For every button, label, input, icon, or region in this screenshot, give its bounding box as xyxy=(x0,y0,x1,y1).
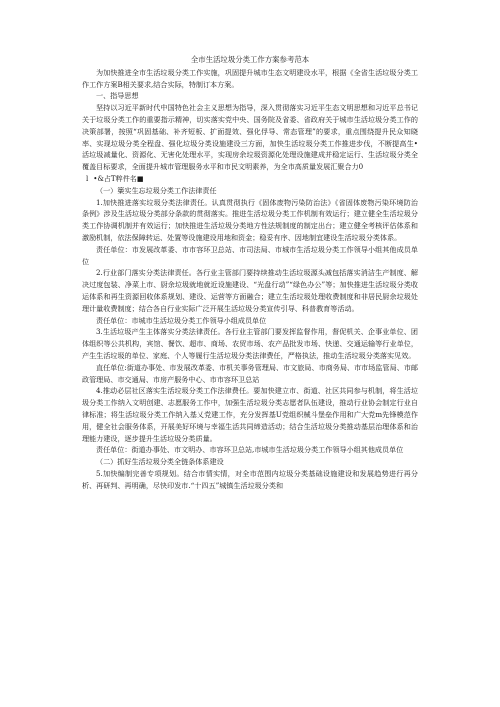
garbled-mark: l xyxy=(86,173,89,183)
paragraph-item-2: 2.行业部门落实分类法律责任。各行业主管部门要持续推动生活垃圾源头减包括落实消洁生产制度、解决过度包装、净菜上市、厨余垃圾就地就近设施建设、“光盘行动”“绿色办公”等；加快推进生活垃圾分类收运体系和再生资源回收体系规划、建设、运营等方面融合；建立生活垃圾处理收费制度和非居民厨余垃圾处理计量收费制度；结合各自行业实际广泛开展生活垃圾分类宣传引导、科普教育等活动。 xyxy=(82,268,418,313)
paragraph-item-1: 1.加快推进落实垃圾分类法律责任。认真贯彻执行《固体废物污染防治法》《省固体废物污染环境防治条例》涉及生活垃圾分类部分条款的贯彻落实。推进生活垃圾分类工作机制有效运行；建立健全生活垃圾分类工作协调机制并有效运行；加快推进生活垃圾分类地方性法规制度的制定出台；建立健全考核评估体系和激励机制，依法保障转运、处置等设施建设用地和资金；稳妥有序、因地制宜建设生活垃圾分类体系。 xyxy=(82,197,418,242)
responsibility-line-4: 责任单位：街道办事处、市文明办、市容环卫总站,市城市生活垃圾分类工作领导小组其他成员单位 xyxy=(96,445,404,455)
subsection-heading-system-building: （二）抓好生活垃圾分类全链条体系建设 xyxy=(96,457,224,467)
responsibility-line-1: 责任单位：市发展改革委、市市容环卫总站、市司法局、市城市生活垃圾分类工作领导小组其他成员单位 xyxy=(82,244,418,266)
section-heading-guiding-ideology: 一、指导思想 xyxy=(96,91,139,101)
responsibility-line-3: 直任单位:街道办事处、市发展改革委、市机关事务管理局、市文旅局、市商务局、市市场监管局、市邮政管理局、市交通局、市房产服务中心、市市容环卫总站 xyxy=(82,362,418,384)
intro-paragraph: 为加快推进全市生活垃圾分类工作实施，巩固提升城市生态文明建设水平，根据《全省生活垃圾分类工作工作方案B相关要求,结合实际，特制订本方案。 xyxy=(82,67,418,89)
garbled-heading-line xyxy=(82,173,418,185)
paragraph-item-5: 5.加快编制完善专项规划。结合市情实情，对全市范围内垃圾分类基础设施建设和发展趋势进行再分析、再研判、再明确，尽快印发市.“十四五”城镇生活垃圾分类和 xyxy=(82,468,418,490)
subsection-heading-legal-responsibility: （一）篥实生忘垃圾分类工作法律责任 xyxy=(96,185,217,195)
document-title: 全市生活垃圾分类工作方案参考范本 xyxy=(190,55,310,64)
paragraph-guiding-ideology: 坚持以习近平新时代中国特色社会主义思想为指导，深入贯彻落实习近平生态文明思想和习近平总书记关于垃圾分类工作的重要指示精神，切实落实党中央、国务院及省委、省政府关于城市生活垃圾分类工作的决策部署，按照“巩固基础、补齐短板、扩面提效、强化俘导、常态管理”的要求，重点围绕提升民众知晓率、实现垃圾分类全程盘、强化垃圾分类设施建设三方面，加快生活垃圾分类工作推进步伐，不断提高生•活垃圾减量化、资源化、无害化处理水平，实现房余垃圾资源化处理设施建成并稳定运行、生活垃圾分类全覆盖目标要求，全面提升城市管理服务水平和市民文明素养，为全市高质量发展汇聚合力0 xyxy=(82,103,418,172)
garbled-heading-text: •&占T粹件名■ xyxy=(93,173,144,183)
responsibility-line-2: 责任单位：市城市生活垃圾分类工作领导小组成员单位 xyxy=(96,315,267,325)
paragraph-item-4: 4.推动必层社区落实生活垃圾分类工作法律费任。要加快建立市、街道、社区共同参与机制，将生活垃圾分类工作纳入文明创建、志愿服务工作中，加强生活垃圾分类志愿者队伍建设，推动行业协会制定行业自律标准；将生活垃圾分类工作纳入基乂党建工作，充分发挥基U党组织械斗堡垒作用和广大党m先锋模范作用，健全社会服务体系，开展美好环境与幸福生活共同缔造活动；结合生活垃圾分类推动基层治理体系和治理能力建设，逐步提升生活垃圾分类质量。 xyxy=(82,386,418,443)
paragraph-item-3: 3.生活垃圾产生主体落实分类法律责任。各行业主管部门要发挥监督作用，督促机关、企事业单位、团体组织等公共机构，宾馆、餐饮、超市、商场、农贸市场、农产品批发市场、快递、交通运输等行业单位，产生生活垃圾的单位、家庭、个人等履行生活垃圾分类法律费任，严格执法，推动生活垃圾分类落实见效。 xyxy=(82,327,418,360)
